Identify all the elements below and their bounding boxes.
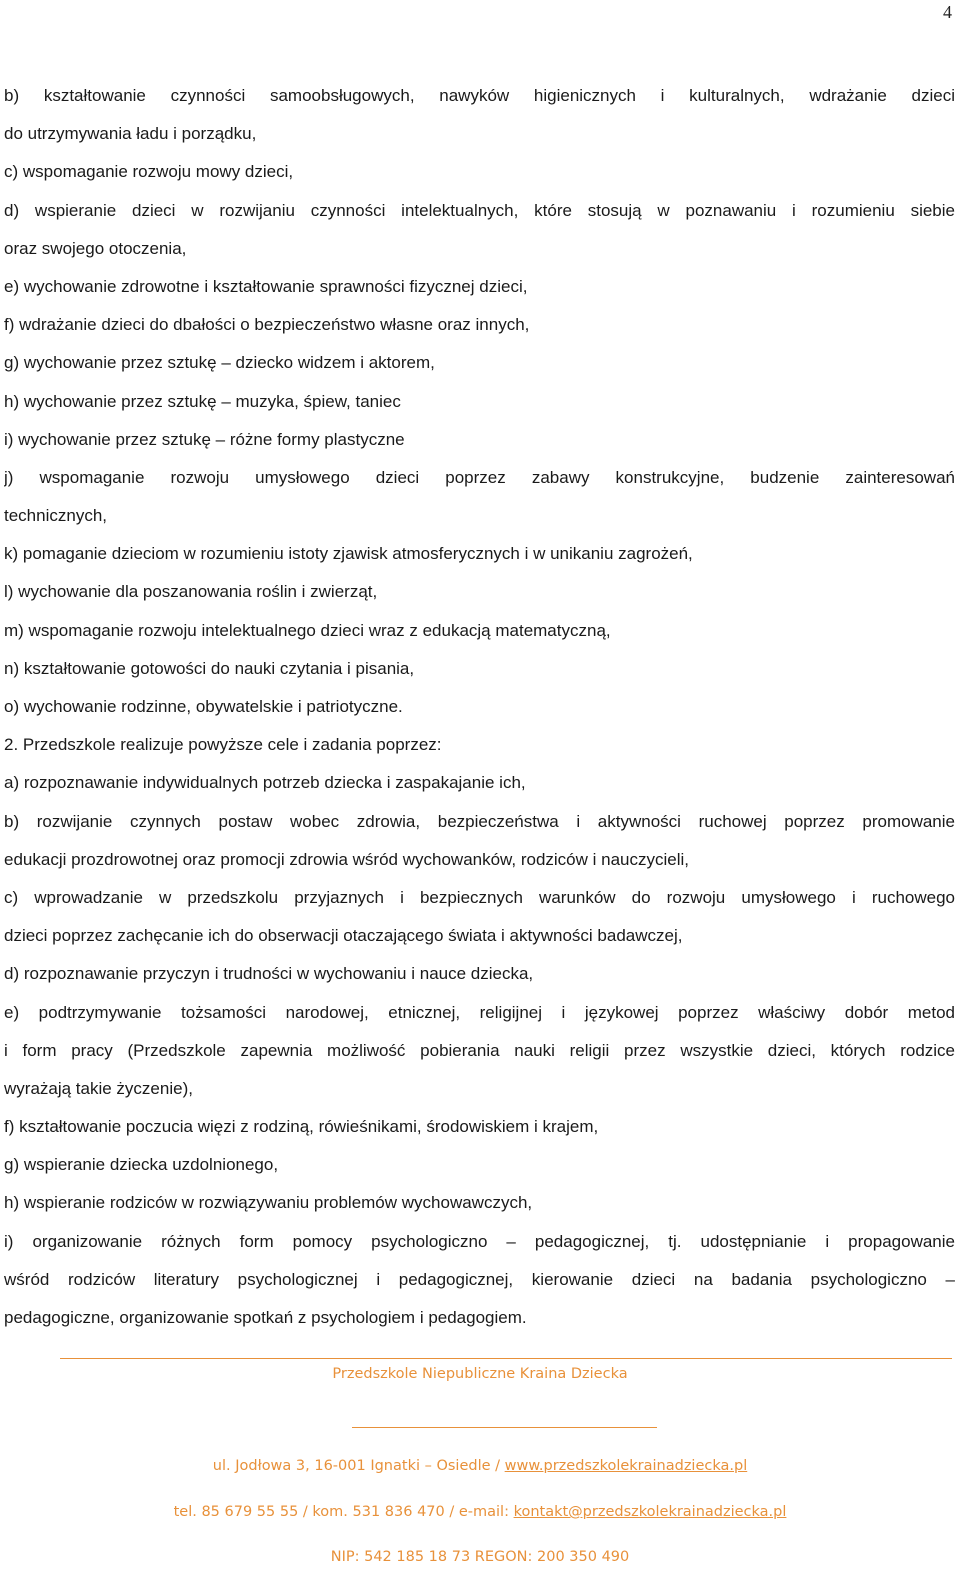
- text-line: edukacji prozdrowotnej oraz promocji zdrowia wśród wychowanków, rodziców i nauczycieli,: [4, 849, 690, 869]
- text-line: g) wspieranie dziecka uzdolnionego,: [4, 1155, 279, 1175]
- text-line: 2. Przedszkole realizuje powyższe cele i zadania poprzez:: [4, 735, 442, 755]
- text-line: do utrzymywania ładu i porządku,: [4, 124, 257, 144]
- text-line: c) wprowadzanie w przedszkolu przyjaznych i bezpiecznych warunków do rozwoju umysłowego i ruchowego: [4, 887, 955, 907]
- text-line: i form pracy (Przedszkole zapewnia możliwość pobierania nauki religii przez wszystkie dzieci, których rodzice: [4, 1040, 955, 1060]
- email-link[interactable]: kontakt@przedszkolekrainadziecka.pl: [513, 1504, 787, 1520]
- text-line: g) wychowanie przez sztukę – dziecko widzem i aktorem,: [4, 353, 435, 373]
- text-line: wyrażają takie życzenie),: [4, 1078, 193, 1098]
- text-line: oraz swojego otoczenia,: [4, 238, 187, 258]
- text-line: dzieci poprzez zachęcanie ich do obserwacji otaczającego świata i aktywności badawczej,: [4, 926, 683, 946]
- text-line: l) wychowanie dla poszanowania roślin i zwierząt,: [4, 582, 378, 602]
- text-line: i) organizowanie różnych form pomocy psychologiczno – pedagogicznej, tj. udostępnianie i propagowanie: [4, 1231, 955, 1251]
- text-line: b) rozwijanie czynnych postaw wobec zdrowia, bezpieczeństwa i aktywności ruchowej poprzez promowanie: [4, 811, 955, 831]
- footer-registry: NIP: 542 185 18 73 REGON: 200 350 490: [330, 1549, 630, 1565]
- text-line: wśród rodziców literatury psychologicznej i pedagogicznej, kierowanie dzieci na badania psychologiczno –: [4, 1269, 955, 1289]
- text-line: d) wspieranie dzieci w rozwijaniu czynności intelektualnych, które stosują w poznawaniu i rozumieniu siebie: [4, 200, 955, 220]
- text-line: n) kształtowanie gotowości do nauki czytania i pisania,: [4, 658, 415, 678]
- text-line: e) podtrzymywanie tożsamości narodowej, etnicznej, religijnej i językowej poprzez właściwy dobór metod: [4, 1002, 955, 1022]
- text-line: j) wspomaganie rozwoju umysłowego dzieci poprzez zabawy konstrukcyjne, budzenie zainteresowań: [4, 467, 955, 487]
- text-line: m) wspomaganie rozwoju intelektualnego dzieci wraz z edukacją matematyczną,: [4, 620, 611, 640]
- text-line: e) wychowanie zdrowotne i kształtowanie sprawności fizycznej dzieci,: [4, 276, 528, 296]
- footer-short-divider: [352, 1427, 657, 1428]
- text-line: technicznych,: [4, 506, 107, 526]
- text-line: c) wspomaganie rozwoju mowy dzieci,: [4, 162, 294, 182]
- text-line: b) kształtowanie czynności samoobsługowych, nawyków higienicznych i kulturalnych, wdrażanie dzieci: [4, 86, 955, 105]
- text-line: d) rozpoznawanie przyczyn i trudności w wychowaniu i nauce dziecka,: [4, 964, 534, 984]
- text-line: i) wychowanie przez sztukę – różne formy plastyczne: [4, 429, 405, 449]
- footer-address-line: [0, 1458, 960, 1474]
- page-number: 4: [943, 2, 952, 22]
- text-line: pedagogiczne, organizowanie spotkań z psychologiem i pedagogiem.: [4, 1308, 527, 1327]
- text-line: f) wdrażanie dzieci do dbałości o bezpieczeństwo własne oraz innych,: [4, 315, 530, 335]
- text-line: o) wychowanie rodzinne, obywatelskie i patriotyczne.: [4, 697, 403, 716]
- text-line: a) rozpoznawanie indywidualnych potrzeb dziecka i zaspakajanie ich,: [4, 773, 526, 793]
- footer-address: ul. Jodłowa 3, 16-001 Ignatki – Osiedle /: [212, 1458, 505, 1474]
- text-line: h) wychowanie przez sztukę – muzyka, śpiew, taniec: [4, 391, 401, 411]
- text-line: f) kształtowanie poczucia więzi z rodziną, rówieśnikami, środowiskiem i krajem,: [4, 1117, 599, 1137]
- text-line: k) pomaganie dzieciom w rozumieniu istoty zjawisk atmosferycznych i w unikaniu zagrożeń,: [4, 544, 693, 564]
- footer-organization-name: Przedszkole Niepubliczne Kraina Dziecka: [332, 1366, 628, 1382]
- website-link[interactable]: www.przedszkolekrainadziecka.pl: [504, 1458, 748, 1474]
- footer-contact-line: [0, 1504, 960, 1520]
- document-body: [4, 77, 955, 1337]
- footer-phone: tel. 85 679 55 55 / kom. 531 836 470 / e-mail:: [173, 1504, 514, 1520]
- text-line: h) wspieranie rodziców w rozwiązywaniu problemów wychowawczych,: [4, 1193, 533, 1213]
- footer-divider: [60, 1358, 952, 1359]
